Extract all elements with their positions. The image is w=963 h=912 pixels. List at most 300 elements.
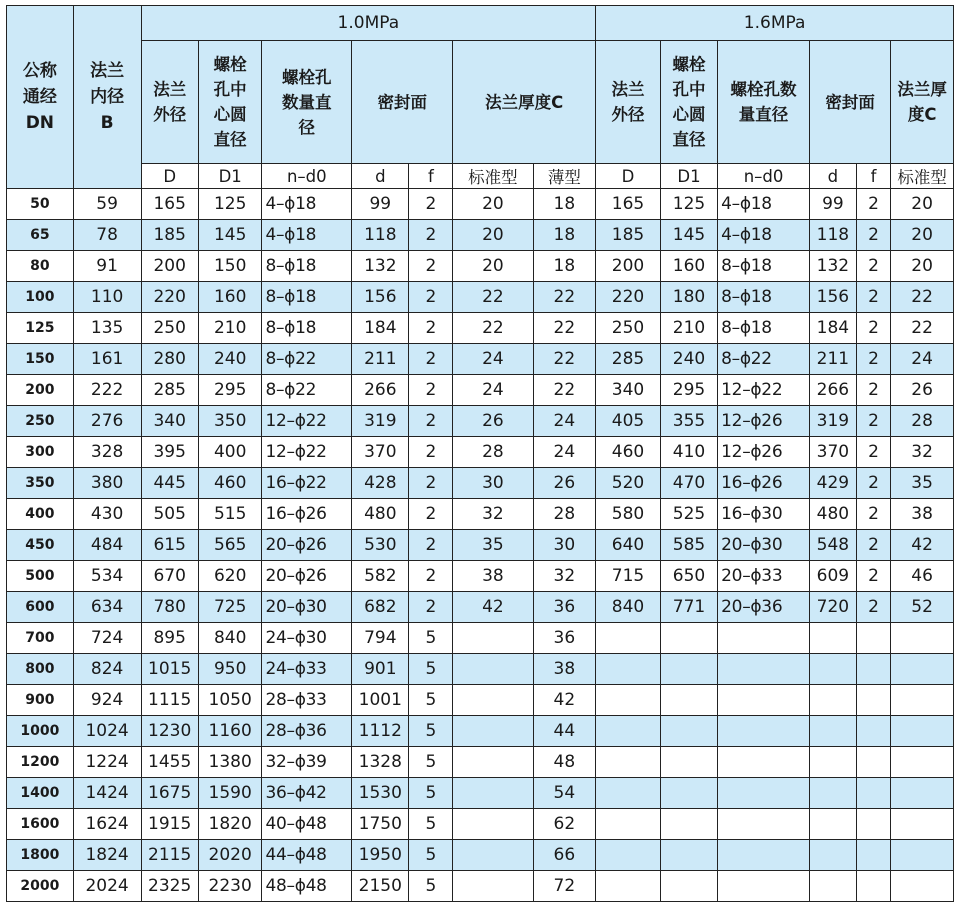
symbol-cell-10: n–d0 — [262, 164, 352, 189]
table-cell: 395 — [141, 437, 198, 468]
table-cell: 240 — [198, 344, 262, 375]
table-cell — [856, 778, 890, 809]
table-row — [7, 747, 954, 778]
table-row — [7, 623, 954, 654]
table-cell — [809, 778, 856, 809]
table-cell: 445 — [141, 468, 198, 499]
table-cell: 22 — [533, 344, 596, 375]
table-cell: 32 — [453, 499, 533, 530]
table-cell: 2 — [409, 189, 453, 220]
table-cell — [891, 654, 954, 685]
dn-cell: 450 — [7, 530, 74, 561]
table-cell: 16–ϕ30 — [718, 499, 810, 530]
table-cell: 20–ϕ26 — [262, 530, 352, 561]
table-cell: 44–ϕ48 — [262, 840, 352, 871]
table-cell: 582 — [352, 561, 409, 592]
dn-cell: 80 — [7, 251, 74, 282]
table-cell: 24–ϕ30 — [262, 623, 352, 654]
table-cell: 370 — [352, 437, 409, 468]
table-cell: 650 — [660, 561, 717, 592]
table-cell: 38 — [453, 561, 533, 592]
header-16-thickness: 法兰厚 度C — [891, 41, 954, 164]
table-cell: 2 — [856, 189, 890, 220]
table-cell: 8–ϕ18 — [718, 313, 810, 344]
table-cell: 5 — [409, 778, 453, 809]
table-cell: 2 — [409, 592, 453, 623]
table-cell — [718, 623, 810, 654]
dn-cell: 600 — [7, 592, 74, 623]
table-cell: 1015 — [141, 654, 198, 685]
table-cell: 8–ϕ18 — [262, 282, 352, 313]
table-cell: 5 — [409, 840, 453, 871]
table-cell: 1950 — [352, 840, 409, 871]
table-cell: 5 — [409, 623, 453, 654]
table-cell — [453, 747, 533, 778]
symbol-cell-16: f — [856, 164, 890, 189]
table-cell: 585 — [660, 530, 717, 561]
table-cell: 110 — [73, 282, 141, 313]
table-cell: 2 — [856, 375, 890, 406]
table-cell: 670 — [141, 561, 198, 592]
table-cell — [453, 685, 533, 716]
table-cell: 340 — [141, 406, 198, 437]
header-16-bolt-holes: 螺栓孔数 量直径 — [718, 41, 810, 164]
table-cell: 42 — [533, 685, 596, 716]
table-row — [7, 561, 954, 592]
table-cell — [809, 809, 856, 840]
table-cell: 2150 — [352, 871, 409, 902]
table-cell: 220 — [141, 282, 198, 313]
table-cell: 2 — [409, 344, 453, 375]
table-cell: 20 — [453, 251, 533, 282]
table-cell: 36 — [533, 623, 596, 654]
table-cell: 99 — [809, 189, 856, 220]
table-cell: 54 — [533, 778, 596, 809]
table-cell: 2 — [856, 530, 890, 561]
table-cell: 285 — [596, 344, 661, 375]
table-cell: 145 — [198, 220, 262, 251]
table-cell: 160 — [198, 282, 262, 313]
symbol-cell-16: D — [596, 164, 661, 189]
table-cell: 505 — [141, 499, 198, 530]
table-cell: 165 — [596, 189, 661, 220]
dn-cell: 100 — [7, 282, 74, 313]
dn-cell: 2000 — [7, 871, 74, 902]
table-cell: 460 — [198, 468, 262, 499]
table-cell — [856, 716, 890, 747]
dn-cell: 900 — [7, 685, 74, 716]
table-cell: 2 — [856, 344, 890, 375]
header-10-bolt-holes: 螺栓孔 数量直 径 — [262, 41, 352, 164]
table-cell: 2 — [856, 499, 890, 530]
table-cell: 20 — [453, 189, 533, 220]
table-cell: 30 — [453, 468, 533, 499]
symbol-cell-10: 薄型 — [533, 164, 596, 189]
flange-dimensions-table — [6, 5, 954, 902]
table-cell: 5 — [409, 871, 453, 902]
table-cell — [596, 716, 661, 747]
table-cell: 24 — [533, 437, 596, 468]
table-cell: 410 — [660, 437, 717, 468]
table-cell: 184 — [809, 313, 856, 344]
table-cell — [856, 747, 890, 778]
table-cell: 355 — [660, 406, 717, 437]
symbol-cell-10: d — [352, 164, 409, 189]
table-cell: 165 — [141, 189, 198, 220]
table-cell: 2 — [856, 406, 890, 437]
table-cell: 295 — [198, 375, 262, 406]
table-row — [7, 654, 954, 685]
table-row — [7, 871, 954, 902]
table-cell: 5 — [409, 654, 453, 685]
table-row — [7, 809, 954, 840]
table-cell: 28 — [891, 406, 954, 437]
table-cell: 5 — [409, 747, 453, 778]
table-cell — [809, 716, 856, 747]
table-cell: 4–ϕ18 — [718, 189, 810, 220]
dn-cell: 1600 — [7, 809, 74, 840]
table-row — [7, 344, 954, 375]
table-cell: 1380 — [198, 747, 262, 778]
table-row — [7, 189, 954, 220]
table-cell: 220 — [596, 282, 661, 313]
table-cell: 48–ϕ48 — [262, 871, 352, 902]
table-cell: 28–ϕ33 — [262, 685, 352, 716]
table-cell: 118 — [352, 220, 409, 251]
table-cell: 1824 — [73, 840, 141, 871]
table-cell: 36–ϕ42 — [262, 778, 352, 809]
table-cell — [718, 716, 810, 747]
table-cell: 1328 — [352, 747, 409, 778]
table-cell: 8–ϕ22 — [718, 344, 810, 375]
table-cell: 48 — [533, 747, 596, 778]
table-cell: 91 — [73, 251, 141, 282]
table-cell: 4–ϕ18 — [262, 220, 352, 251]
table-cell: 161 — [73, 344, 141, 375]
table-cell: 530 — [352, 530, 409, 561]
table-cell: 250 — [141, 313, 198, 344]
table-cell: 42 — [891, 530, 954, 561]
table-cell: 38 — [891, 499, 954, 530]
table-cell: 1001 — [352, 685, 409, 716]
dn-cell: 1400 — [7, 778, 74, 809]
table-cell: 2325 — [141, 871, 198, 902]
header-pressure-1-0: 1.0MPa — [141, 6, 596, 41]
table-cell: 8–ϕ18 — [262, 251, 352, 282]
symbol-cell-16: d — [809, 164, 856, 189]
table-cell: 1590 — [198, 778, 262, 809]
table-cell: 22 — [891, 282, 954, 313]
table-cell — [809, 840, 856, 871]
table-cell — [809, 654, 856, 685]
table-cell: 24–ϕ33 — [262, 654, 352, 685]
table-cell — [856, 809, 890, 840]
table-cell: 20 — [453, 220, 533, 251]
table-cell — [891, 747, 954, 778]
table-cell: 46 — [891, 561, 954, 592]
table-cell: 22 — [533, 282, 596, 313]
table-cell — [660, 623, 717, 654]
symbol-cell-10: 标准型 — [453, 164, 533, 189]
table-cell — [809, 685, 856, 716]
table-cell: 470 — [660, 468, 717, 499]
table-row — [7, 685, 954, 716]
dn-cell: 800 — [7, 654, 74, 685]
table-cell: 400 — [198, 437, 262, 468]
table-cell: 725 — [198, 592, 262, 623]
table-cell: 840 — [198, 623, 262, 654]
table-cell — [891, 778, 954, 809]
table-cell — [660, 654, 717, 685]
table-cell: 430 — [73, 499, 141, 530]
table-cell: 2 — [856, 313, 890, 344]
table-cell: 1530 — [352, 778, 409, 809]
table-cell: 1050 — [198, 685, 262, 716]
table-cell: 534 — [73, 561, 141, 592]
table-cell: 118 — [809, 220, 856, 251]
table-cell: 26 — [891, 375, 954, 406]
table-cell: 240 — [660, 344, 717, 375]
table-cell: 20–ϕ30 — [718, 530, 810, 561]
table-cell: 38 — [533, 654, 596, 685]
table-cell: 99 — [352, 189, 409, 220]
table-cell: 924 — [73, 685, 141, 716]
symbol-cell-10: f — [409, 164, 453, 189]
table-cell: 2 — [856, 282, 890, 313]
table-row — [7, 406, 954, 437]
table-cell — [596, 809, 661, 840]
table-cell: 52 — [891, 592, 954, 623]
symbol-cell-10: D1 — [198, 164, 262, 189]
table-cell: 2 — [409, 437, 453, 468]
table-cell: 250 — [596, 313, 661, 344]
table-row — [7, 251, 954, 282]
table-cell: 12–ϕ22 — [262, 406, 352, 437]
table-cell — [718, 654, 810, 685]
table-cell: 32 — [533, 561, 596, 592]
table-cell: 20 — [891, 189, 954, 220]
table-cell: 515 — [198, 499, 262, 530]
table-cell: 20–ϕ36 — [718, 592, 810, 623]
table-body — [7, 189, 954, 902]
table-cell: 8–ϕ18 — [718, 251, 810, 282]
table-cell: 35 — [891, 468, 954, 499]
symbol-cell-10: D — [141, 164, 198, 189]
table-cell: 12–ϕ26 — [718, 406, 810, 437]
table-cell: 180 — [660, 282, 717, 313]
table-cell: 794 — [352, 623, 409, 654]
table-row — [7, 220, 954, 251]
table-cell: 2024 — [73, 871, 141, 902]
header-flange-bore: 法兰 内径 B — [73, 6, 141, 189]
table-cell — [891, 716, 954, 747]
table-cell: 8–ϕ22 — [262, 344, 352, 375]
table-cell: 28 — [453, 437, 533, 468]
header-10-seal-face: 密封面 — [352, 41, 453, 164]
table-cell: 59 — [73, 189, 141, 220]
table-row — [7, 313, 954, 344]
table-cell: 24 — [533, 406, 596, 437]
table-cell — [453, 654, 533, 685]
table-cell: 30 — [533, 530, 596, 561]
table-cell — [809, 623, 856, 654]
table-cell: 319 — [352, 406, 409, 437]
table-cell — [891, 623, 954, 654]
table-cell — [596, 747, 661, 778]
table-cell: 640 — [596, 530, 661, 561]
header-16-seal-face: 密封面 — [809, 41, 890, 164]
flange-table-container — [6, 5, 954, 902]
table-cell: 36 — [533, 592, 596, 623]
table-cell: 2 — [409, 561, 453, 592]
table-cell: 1224 — [73, 747, 141, 778]
table-cell: 145 — [660, 220, 717, 251]
table-cell: 20 — [891, 220, 954, 251]
header-16-flange-od: 法兰 外径 — [596, 41, 661, 164]
table-cell: 32–ϕ39 — [262, 747, 352, 778]
table-row — [7, 716, 954, 747]
table-cell — [453, 623, 533, 654]
table-cell: 682 — [352, 592, 409, 623]
table-cell: 2020 — [198, 840, 262, 871]
table-cell: 2 — [856, 561, 890, 592]
table-cell: 42 — [453, 592, 533, 623]
table-cell: 26 — [453, 406, 533, 437]
table-cell: 4–ϕ18 — [262, 189, 352, 220]
table-cell: 16–ϕ26 — [718, 468, 810, 499]
table-cell — [453, 778, 533, 809]
table-cell: 480 — [352, 499, 409, 530]
table-cell: 480 — [809, 499, 856, 530]
table-cell: 16–ϕ22 — [262, 468, 352, 499]
table-cell: 210 — [660, 313, 717, 344]
table-cell: 285 — [141, 375, 198, 406]
table-cell: 484 — [73, 530, 141, 561]
table-cell — [856, 654, 890, 685]
table-cell — [891, 809, 954, 840]
table-row — [7, 778, 954, 809]
table-row — [7, 468, 954, 499]
dn-cell: 500 — [7, 561, 74, 592]
table-cell: 40–ϕ48 — [262, 809, 352, 840]
table-row — [7, 840, 954, 871]
table-cell: 2 — [409, 530, 453, 561]
table-cell: 580 — [596, 499, 661, 530]
table-cell: 12–ϕ22 — [718, 375, 810, 406]
table-cell: 615 — [141, 530, 198, 561]
header-nominal-diameter: 公称 通经 DN — [7, 6, 74, 189]
table-cell: 156 — [809, 282, 856, 313]
dn-cell: 350 — [7, 468, 74, 499]
dn-cell: 50 — [7, 189, 74, 220]
table-cell: 1024 — [73, 716, 141, 747]
table-cell: 125 — [660, 189, 717, 220]
dn-cell: 1000 — [7, 716, 74, 747]
table-cell — [718, 747, 810, 778]
table-cell: 1160 — [198, 716, 262, 747]
table-cell — [809, 871, 856, 902]
table-cell: 895 — [141, 623, 198, 654]
table-cell — [718, 840, 810, 871]
table-cell: 12–ϕ22 — [262, 437, 352, 468]
table-cell: 295 — [660, 375, 717, 406]
table-cell: 72 — [533, 871, 596, 902]
dn-cell: 300 — [7, 437, 74, 468]
table-cell: 28–ϕ36 — [262, 716, 352, 747]
dn-cell: 1800 — [7, 840, 74, 871]
table-cell: 28 — [533, 499, 596, 530]
table-cell: 24 — [453, 375, 533, 406]
table-cell: 62 — [533, 809, 596, 840]
table-cell — [453, 809, 533, 840]
dn-cell: 200 — [7, 375, 74, 406]
table-cell: 720 — [809, 592, 856, 623]
table-cell: 2 — [856, 468, 890, 499]
table-cell: 2 — [409, 468, 453, 499]
table-cell — [718, 685, 810, 716]
table-cell — [660, 716, 717, 747]
symbol-row — [7, 164, 954, 189]
table-cell: 405 — [596, 406, 661, 437]
table-cell — [660, 809, 717, 840]
table-cell: 1115 — [141, 685, 198, 716]
table-cell: 1230 — [141, 716, 198, 747]
table-cell: 22 — [453, 282, 533, 313]
table-row — [7, 530, 954, 561]
table-cell: 211 — [809, 344, 856, 375]
table-cell — [718, 871, 810, 902]
table-cell: 185 — [141, 220, 198, 251]
table-cell: 950 — [198, 654, 262, 685]
table-cell: 520 — [596, 468, 661, 499]
table-cell: 350 — [198, 406, 262, 437]
table-cell: 44 — [533, 716, 596, 747]
table-cell: 2 — [409, 313, 453, 344]
dn-cell: 125 — [7, 313, 74, 344]
table-cell: 5 — [409, 716, 453, 747]
table-cell: 135 — [73, 313, 141, 344]
table-cell: 2230 — [198, 871, 262, 902]
table-cell: 429 — [809, 468, 856, 499]
table-row — [7, 375, 954, 406]
table-cell — [660, 685, 717, 716]
table-cell — [891, 840, 954, 871]
table-cell: 548 — [809, 530, 856, 561]
dn-cell: 65 — [7, 220, 74, 251]
table-cell: 1624 — [73, 809, 141, 840]
table-cell: 724 — [73, 623, 141, 654]
table-cell: 8–ϕ18 — [718, 282, 810, 313]
table-cell: 266 — [809, 375, 856, 406]
table-cell — [718, 809, 810, 840]
table-cell: 20–ϕ33 — [718, 561, 810, 592]
table-cell: 24 — [891, 344, 954, 375]
table-row — [7, 437, 954, 468]
table-cell: 525 — [660, 499, 717, 530]
symbol-cell-16: 标准型 — [891, 164, 954, 189]
table-cell — [453, 840, 533, 871]
table-cell: 634 — [73, 592, 141, 623]
table-cell: 156 — [352, 282, 409, 313]
table-cell: 18 — [533, 251, 596, 282]
table-cell: 5 — [409, 809, 453, 840]
table-cell — [856, 623, 890, 654]
table-cell — [596, 654, 661, 685]
table-cell: 319 — [809, 406, 856, 437]
table-cell: 276 — [73, 406, 141, 437]
table-cell: 200 — [141, 251, 198, 282]
table-cell: 22 — [533, 313, 596, 344]
